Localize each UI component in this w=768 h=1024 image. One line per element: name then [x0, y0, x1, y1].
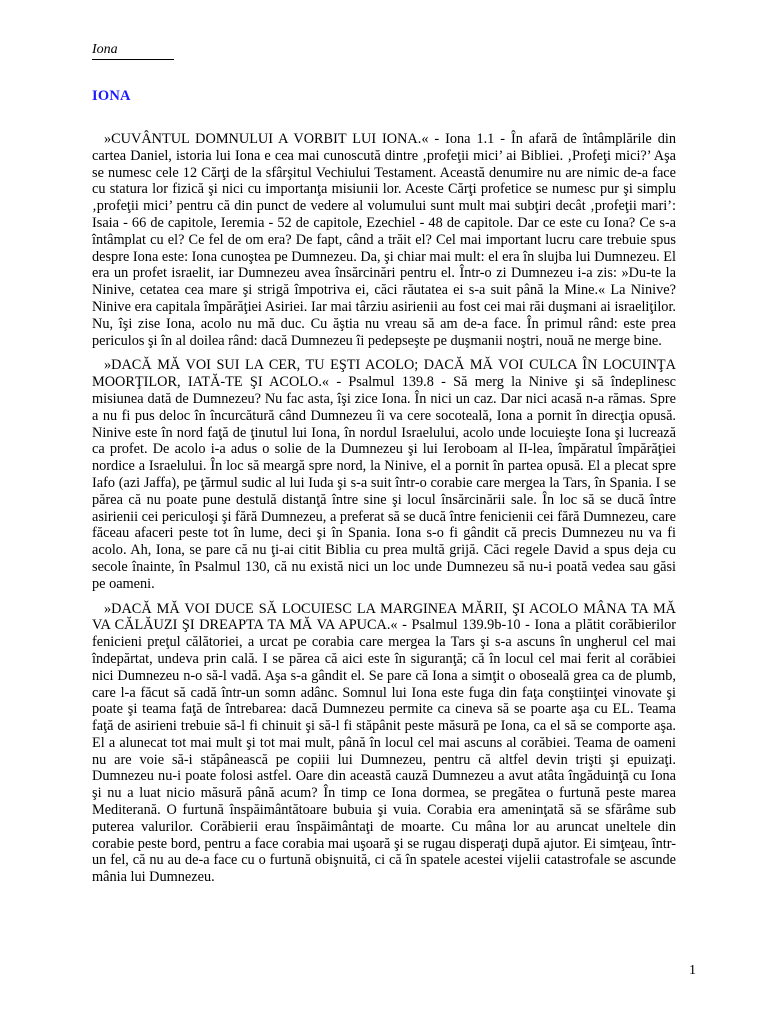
document-title: IONA [92, 88, 131, 104]
paragraph: »DACĂ MĂ VOI DUCE SĂ LOCUIESC LA MARGINEA MĂRII, ŞI ACOLO MÂNA TA MĂ VA CĂLĂUZI ŞI DREAPTA TA MĂ VA APUCA.« - Psalmul 139.9b-10 - Iona a plătit corăbierilor fenicieni preţul călătoriei, a urcat pe corabia care mergea la Tars şi s-a ascuns în ungherul cel mai îndepărtat, undeva prin cală. I se părea că aici este în siguranţă; că în locul cel mai ferit al corăbiei nici Dumnezeu n-o să-l vadă. Aşa s-a gândit el. Se pare că Iona a simţit o oboseală grea ca de plumb, care l-a făcut să cadă într-un somn adânc. Somnul lui Iona este fuga din faţa conştiinţei vinovate şi poate şi teama faţă de întrebarea: dacă Dumnezeu permite ca cineva să se poarte aşa cu EL. Teama faţă de asirieni trebuie să-l fi chinuit şi să-l fi stăpânit peste măsură pe Iona, ca el să se comporte aşa. El a alunecat tot mai mult şi tot mai mult, până în locul cel mai ascuns al corăbiei. Teama de oameni nu are voie să-i stăpânească pe copiii lui Dumnezeu, pentru că altfel devin trişti şi epuizaţi. Dumnezeu nu-i poate folosi astfel. Oare din această cauză Dumnezeu a avut atâta îngăduinţă cu Iona şi nu a luat nicio măsură până acum? În timp ce Iona dormea, se pregătea o furtună peste marea Mediterană. O furtună înspăimântătoare bubuia şi vuia. Corabia era ameninţată să se sfărâme sub puterea valurilor. Corăbierii erau înspăimântaţi de moarte. Cu mâna lor au aruncat uneltele din corabie peste bord, pentru a face corabia mai uşoară şi se rugau disperaţi după ajutor. Ei simţeau, într-un fel, că nu au de-a face cu o furtună obişnuită, ci că în spatele acestei vijelii catastrofale se ascunde mânia lui Dumnezeu. [92, 600, 676, 886]
running-header: Iona [92, 42, 174, 60]
paragraph: »CUVÂNTUL DOMNULUI A VORBIT LUI IONA.« - Iona 1.1 - În afară de întâmplările din cartea Daniel, istoria lui Iona e cea mai cunoscută dintre ‚profeţii mici’ ai Bibliei. ‚Profeţi mici?’ Aşa se numesc cele 12 Cărţi de la sfârşitul Vechiului Testament. Această denumire nu are nimic de-a face cu statura lor fizică şi nici cu importanţa misiunii lor. Aceste Cărţi profetice se numesc pur şi simplu ‚profeţii mici’ pentru că din punct de vedere al volumului sunt mult mai subţiri decât ‚profeţii mari’: Isaia - 66 de capitole, Ieremia - 52 de capitole, Ezechiel - 48 de capitole. Dar ce este cu Iona? Ce s-a întâmplat cu el? Ce fel de om era? De fapt, când a trăit el? Cel mai important lucru care trebuie spus despre Iona este: Iona cunoştea pe Dumnezeu. Da, şi chiar mai mult: el era în slujba lui Dumnezeu. El era un profet israelit, iar Dumnezeu avea însărcinări pentru el. Într-o zi Dumnezeu i-a zis: »Du-te la Ninive, cetatea cea mare şi strigă împotriva ei, căci răutatea ei s-a suit până la Mine.« La Ninive? Ninive era capitala împărăţiei Asiriei. Iar mai târziu asirienii au fost cei mai răi duşmani ai israeliţilor. Nu, îşi zise Iona, acolo nu mă duc. Cu ăştia nu vreau să am de-a face. În primul rând: este prea periculos şi în al doilea rând: dacă Dumnezeu îi pedepseşte pe duşmanii noştri, nouă ne merge bine. [92, 131, 676, 349]
document-body [92, 131, 676, 894]
paragraph: »DACĂ MĂ VOI SUI LA CER, TU EŞTI ACOLO; DACĂ MĂ VOI CULCA ÎN LOCUINŢA MOORŢILOR, IATĂ-TE ŞI ACOLO.« - Psalmul 139.8 - Să merg la Ninive şi să îndeplinesc misiunea dată de Dumnezeu? Nu fac asta, îşi zice Iona. În nici un caz. Dar nici acasă n-a rămas. Spre a nu fi pus deloc în încurcătură când Dumnezeu îi va cere socoteală, Iona a pornit în direcţia opusă. Ninive este în nord faţă de ţinutul lui Iona, în nordul Israelului, acolo unde locuieşte Iona şi lucrează ca profet. De acolo i-a adus o solie de la Dumnezeu şi lui Ieroboam al II-lea, împăratul împărăţiei nordice a Israelului. În loc să meargă spre nord, la Ninive, el a pornit în partea opusă. El a plecat spre Iafo (azi Jaffa), pe ţărmul sudic al lui Iuda şi s-a suit într-o corabie care mergea la Tars, în Spania. I se părea că nu poate pune destulă distanţă între sine şi locul însărcinării sale. În loc să se ducă între asirienii cei periculoşi şi fără Dumnezeu, a preferat să se ducă între fenicienii cei fără Dumnezeu, care făceau afaceri peste tot în lume, deci şi în Spania. Iona s-o fi gândit că precis Dumnezeu nu va fi acolo. Ah, Iona, se pare că nu ţi-ai citit Biblia cu prea multă grijă. Căci regele David a spus deja cu secole înainte, în Psalmul 130, că nu există nici un loc unde Dumnezeu să nu-i poată vedea sau găsi pe oameni. [92, 357, 676, 592]
page-number: 1 [689, 963, 696, 978]
